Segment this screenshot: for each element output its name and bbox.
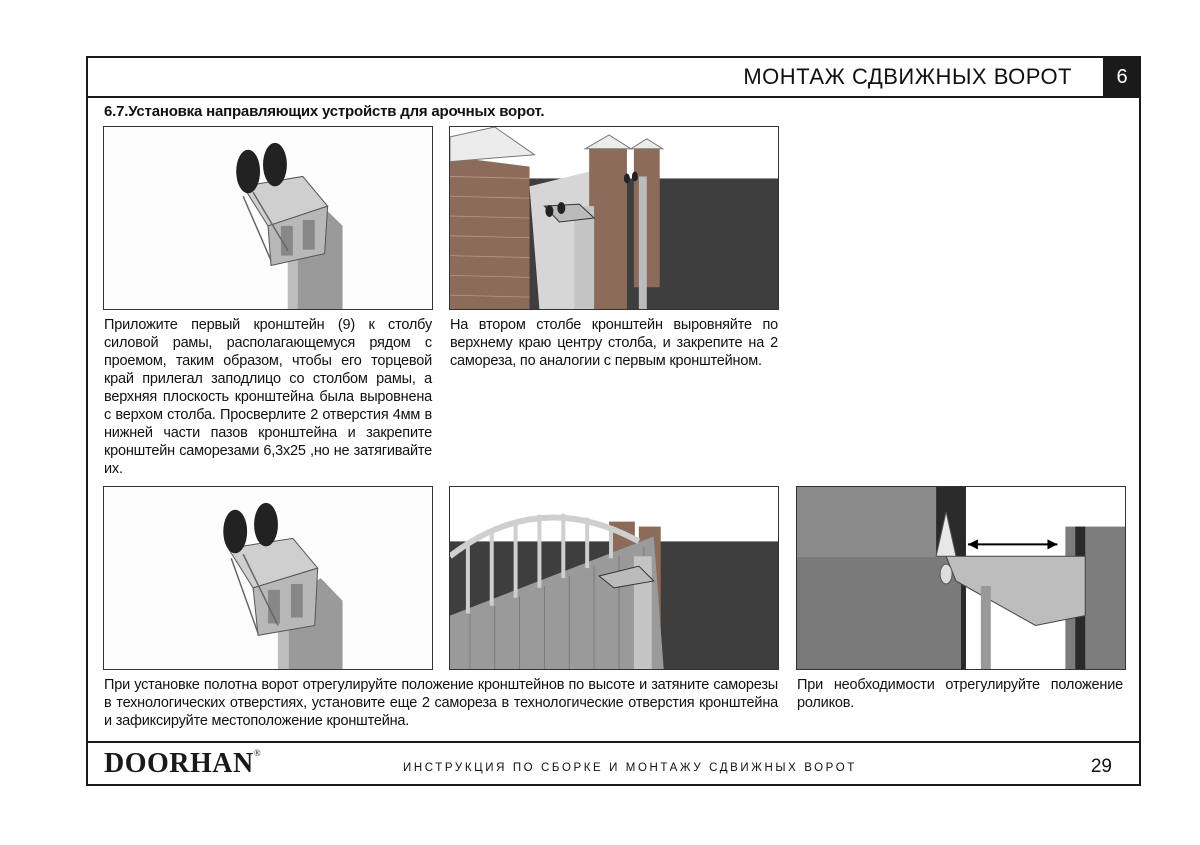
footer-divider [86,741,1141,743]
page-header-title: МОНТАЖ СДВИЖНЫХ ВОРОТ [743,64,1072,89]
page-number: 29 [1090,756,1112,777]
caption-step-4: При необходимости отрегулируйте положение роликов. [797,677,1123,711]
header-divider [86,96,1141,98]
caption-step-2: На втором столбе кронштейн выровняйте по верхнему краю центру столба, и закрепите на 2 самореза, по аналогии с первым кронштейном. [450,317,778,369]
bracket-on-post-illustration [103,126,433,310]
footer-manual-title: ИНСТРУКЦИЯ ПО СБОРКЕ И МОНТАЖУ СДВИЖНЫХ ВОРОТ [403,762,857,774]
caption-step-1: Приложите первый кронштейн (9) к столбу силовой рамы, располагающемуся рядом с проемом, таким образом, чтобы его торцевой край прилегал заподлицо со столбом рамы, а верхняя плоскость кронштейна была выровнена с верхом столба. Просверлите 2 отверстия 4мм в нижней части пазов кронштейна и закрепите кронштейн саморезами 6,3х25 ,но не затягивайте их. [104,317,432,477]
doorhan-logo [104,748,261,782]
bracket-adjust-illustration [103,486,433,670]
registered-mark: ® [253,748,262,758]
logo-text: DOORHAN [104,748,254,779]
chapter-number: 6 [1103,58,1141,96]
section-title: 6.7.Установка направляющих устройств для арочных ворот. [104,103,545,120]
roller-adjust-illustration [796,486,1126,670]
arched-gate-leaf-illustration [449,486,779,670]
second-post-bracket-illustration [449,126,779,310]
caption-step-3: При установке полотна ворот отрегулируйте положение кронштейнов по высоте и затяните саморезы в технологических отверстиях, установите еще 2 самореза в технологические отверстия кронштейна и зафиксируйте местоположение кронштейна. [104,677,778,729]
